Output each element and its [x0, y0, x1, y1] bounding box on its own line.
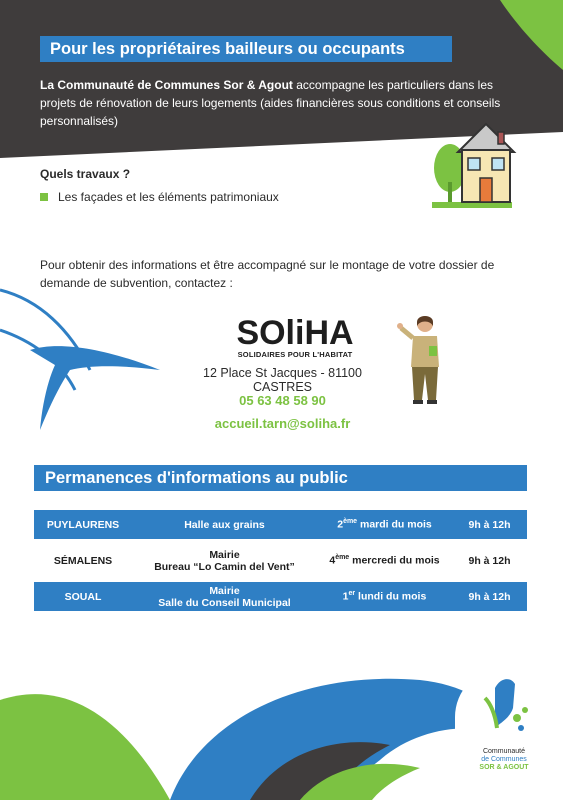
community-logo	[455, 668, 553, 780]
day-cell	[317, 590, 452, 603]
place-line: Bureau “Lo Camin del Vent”	[154, 560, 295, 573]
hours-cell: 9h à 12h	[468, 590, 511, 603]
day-number: 4	[329, 554, 336, 567]
town-cell: PUYLAURENS	[46, 518, 120, 531]
intro-organisation: La Communauté de Communes Sor & Agout	[40, 78, 293, 92]
table-row	[34, 545, 527, 576]
place-cell	[132, 549, 317, 573]
day-cell	[317, 554, 452, 567]
permanences-title: Permanences d'informations au public	[34, 465, 527, 491]
place-cell	[132, 519, 317, 531]
person-illustration-icon	[395, 312, 455, 407]
list-item-label: Les façades et les éléments patrimoniaux	[58, 190, 279, 204]
community-logo-line: SOR & AGOUT	[479, 764, 529, 771]
contact-phone[interactable]: 05 63 48 58 90	[239, 393, 326, 408]
hours-cell: 9h à 12h	[468, 518, 511, 531]
day-number: 1	[342, 590, 349, 603]
town-cell: SÉMALENS	[53, 554, 113, 567]
day-suffix: er	[348, 590, 356, 598]
place-line: Salle du Conseil Municipal	[158, 596, 291, 609]
place-cell	[132, 585, 317, 609]
day-number: 2	[337, 518, 344, 531]
hours-cell: 9h à 12h	[468, 554, 511, 567]
community-logo-text	[455, 748, 553, 772]
bullet-square-icon	[40, 193, 48, 201]
soliha-logo-sub: SOLIDAIRES POUR L'HABITAT	[237, 350, 353, 359]
table-row	[34, 582, 527, 611]
place-line: Mairie	[209, 548, 240, 561]
contact-email[interactable]: accueil.tarn@soliha.fr	[214, 416, 351, 431]
community-logo-line: de Communes	[481, 756, 527, 763]
soliha-logo-main: SOliHA	[236, 314, 354, 352]
table-row	[34, 510, 527, 539]
contact-paragraph: Pour obtenir des informations et être accompagné sur le montage de votre dossier de demande de subvention, contactez :	[40, 258, 495, 290]
works-title: Quels travaux ?	[40, 167, 131, 181]
intro-text: accompagne les particuliers dans les projets de rénovation de leurs logements (aides financières sous conditions et conseils personnalisés)	[40, 78, 501, 128]
contact-address: 12 Place St Jacques - 81100 CASTRES	[203, 366, 362, 394]
list-item	[40, 190, 279, 204]
schedule-table	[34, 510, 527, 617]
place-line: Mairie	[209, 584, 240, 597]
community-logo-icon	[455, 668, 553, 748]
community-logo-line: Communauté	[482, 748, 526, 755]
day-text: lundi du mois	[355, 590, 427, 603]
house-icon	[428, 112, 528, 212]
day-suffix: ème	[335, 554, 350, 562]
day-text: mercredi du mois	[349, 554, 440, 567]
day-text: mardi du mois	[357, 518, 432, 531]
soliha-logo	[220, 316, 370, 359]
decorative-bird-icon	[0, 270, 170, 450]
section-title: Pour les propriétaires bailleurs ou occupants	[40, 36, 452, 62]
town-cell: SOUAL	[64, 590, 102, 603]
place-line: Halle aux grains	[184, 518, 265, 531]
day-suffix: ème	[343, 518, 358, 526]
day-cell	[317, 518, 452, 531]
